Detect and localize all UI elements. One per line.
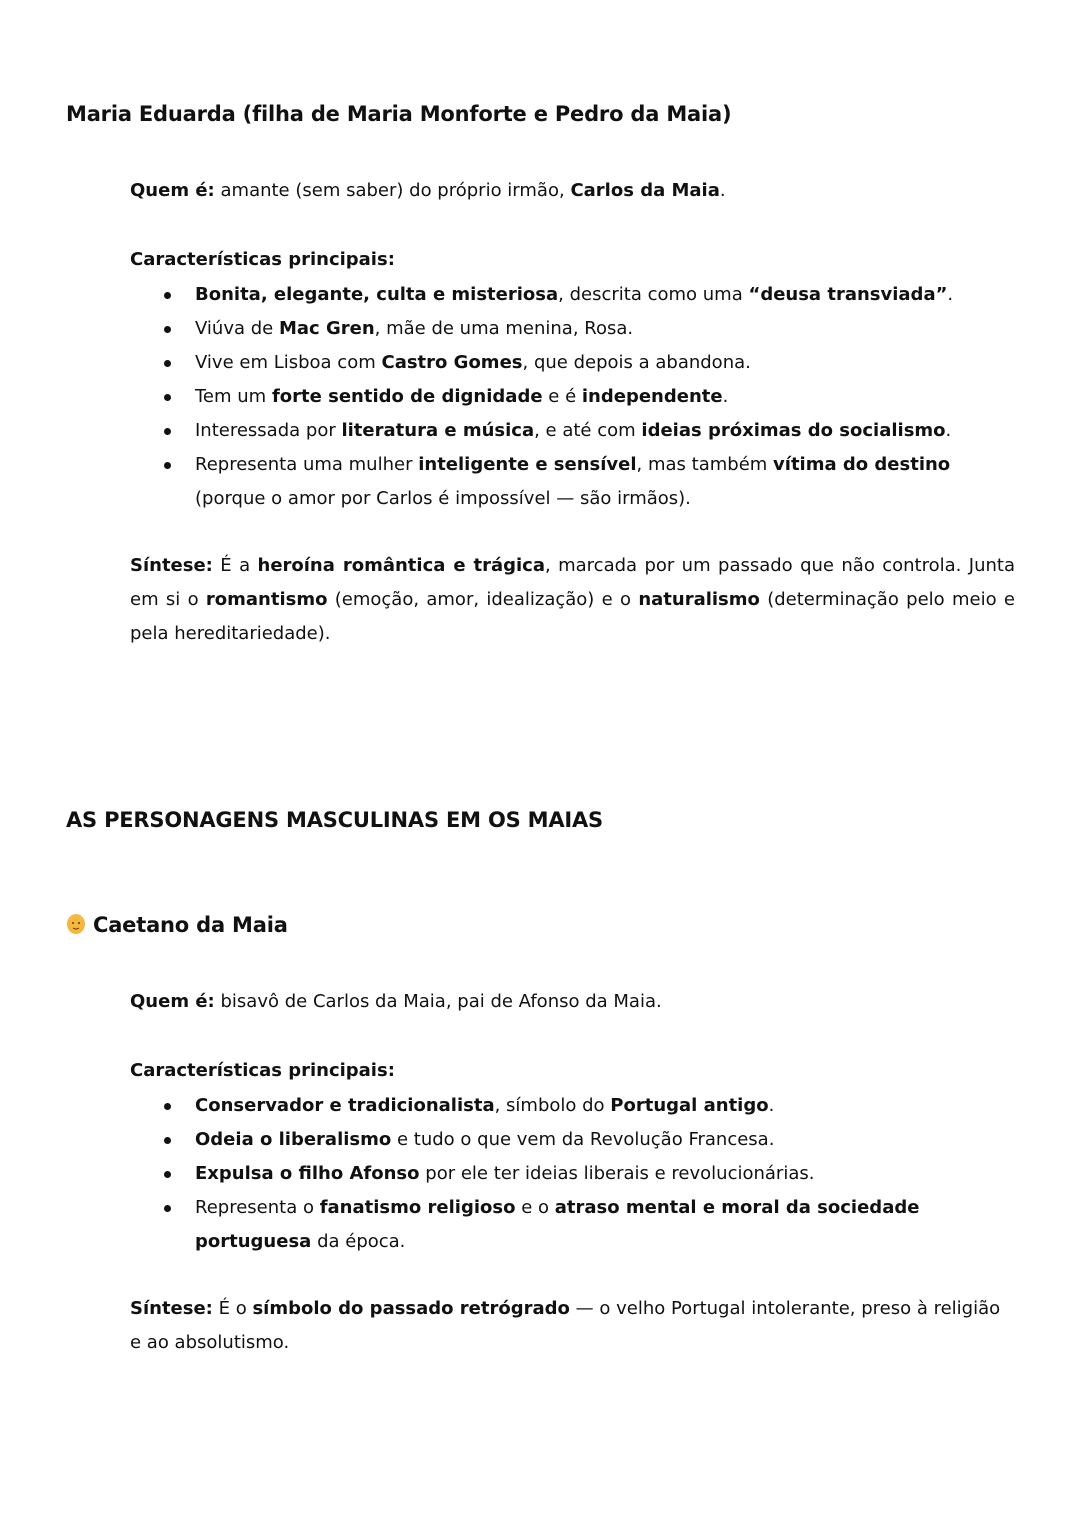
sintese-text: (emoção, amor, idealização) e o: [334, 589, 632, 610]
list-item: [130, 1089, 1015, 1123]
bullet-text: , mas também: [636, 454, 768, 475]
bullet-bold: fanatismo religioso: [319, 1197, 516, 1218]
bullet-text: da época.: [317, 1231, 406, 1252]
list-item: [130, 346, 1015, 380]
list-item: [130, 278, 1015, 312]
bullet-text: Representa o: [195, 1197, 314, 1218]
bullet-text: , descrita como uma: [558, 284, 743, 305]
sintese-bold: romantismo: [205, 589, 328, 610]
list-item: [130, 1157, 1015, 1191]
caetano-sintese: [130, 1292, 1015, 1360]
bullet-text: Interessada por: [195, 420, 336, 441]
bullet-bold: atraso mental e moral da sociedade portuguesa: [195, 1197, 920, 1252]
bullet-text: Tem um: [195, 386, 267, 407]
quem-end: .: [719, 180, 726, 201]
maria-eduarda-quem-e: [130, 174, 1015, 208]
bullet-text: .: [768, 1095, 775, 1116]
bullet-text: por ele ter ideias liberais e revolucionárias.: [425, 1163, 815, 1184]
bullet-bold: literatura e música: [341, 420, 535, 441]
quem-bold: Carlos da Maia: [570, 180, 720, 201]
sintese-label: Síntese:: [130, 1298, 213, 1319]
bullet-text: Viúva de: [195, 318, 274, 339]
bullet-text: , símbolo do: [494, 1095, 605, 1116]
bullet-text: e o: [521, 1197, 549, 1218]
bullet-text: .: [945, 420, 952, 441]
bullet-text: (porque o amor por Carlos é impossível — são irmãos).: [195, 488, 691, 509]
sintese-text: É a: [220, 555, 251, 576]
caetano-quem-e: [130, 985, 1015, 1019]
list-item: [130, 1123, 1015, 1157]
quem-text: amante (sem saber) do próprio irmão,: [220, 180, 565, 201]
maria-eduarda-caracteristicas-label: Características principais:: [130, 249, 395, 270]
quem-text: bisavô de Carlos da Maia, pai de Afonso da Maia.: [220, 991, 662, 1012]
sintese-bold: naturalismo: [638, 589, 760, 610]
bullet-bold: Bonita, elegante, culta e misteriosa: [195, 284, 559, 305]
old-man-emoji-icon: [66, 912, 86, 934]
quem-label: Quem é:: [130, 180, 215, 201]
list-item: [130, 1191, 1015, 1259]
bullet-bold: Conservador e tradicionalista: [195, 1095, 495, 1116]
caetano-title: Caetano da Maia: [93, 913, 288, 937]
bullet-text: e é: [548, 386, 577, 407]
list-item: [130, 380, 1015, 414]
bullet-bold: forte sentido de dignidade: [271, 386, 543, 407]
sintese-text: É o: [218, 1298, 247, 1319]
list-item: [130, 312, 1015, 346]
bullet-bold: Expulsa o filho Afonso: [195, 1163, 420, 1184]
caetano-da-maia-heading: [66, 910, 288, 940]
sintese-text: — o velho Portugal intolerante, preso à religião e ao absolutismo.: [130, 1298, 1001, 1353]
bullet-bold: independente: [581, 386, 723, 407]
sintese-bold: símbolo do passado retrógrado: [252, 1298, 570, 1319]
bullet-bold: Mac Gren: [278, 318, 375, 339]
maria-eduarda-heading: Maria Eduarda (filha de Maria Monforte e Pedro da Maia): [66, 102, 732, 126]
bullet-text: e tudo o que vem da Revolução Francesa.: [396, 1129, 775, 1150]
caetano-caracteristicas-label: Características principais:: [130, 1060, 395, 1081]
bullet-text: .: [947, 284, 954, 305]
sintese-text: (determinação pelo meio e pela hereditariedade).: [130, 589, 1015, 644]
bullet-bold: inteligente e sensível: [418, 454, 637, 475]
bullet-text: Vive em Lisboa com: [195, 352, 376, 373]
caetano-bullet-list: [130, 1089, 1015, 1259]
list-item: [130, 414, 1015, 448]
bullet-text: , que depois a abandona.: [522, 352, 751, 373]
list-item: [130, 448, 1015, 516]
bullet-bold: Castro Gomes: [381, 352, 523, 373]
bullet-text: Representa uma mulher: [195, 454, 413, 475]
maria-eduarda-sintese: [130, 549, 1015, 651]
bullet-bold: Odeia o liberalismo: [195, 1129, 392, 1150]
maria-eduarda-bullet-list: [130, 278, 1015, 516]
section-heading: AS PERSONAGENS MASCULINAS EM OS MAIAS: [66, 808, 603, 832]
bullet-bold: “deusa transviada”: [748, 284, 948, 305]
bullet-bold: vítima do destino: [773, 454, 951, 475]
bullet-text: , e até com: [534, 420, 636, 441]
sintese-label: Síntese:: [130, 555, 213, 576]
quem-label: Quem é:: [130, 991, 215, 1012]
sintese-bold: heroína romântica e trágica: [257, 555, 545, 576]
bullet-bold: Portugal antigo: [610, 1095, 769, 1116]
bullet-bold: ideias próximas do socialismo: [641, 420, 946, 441]
bullet-text: .: [722, 386, 729, 407]
bullet-text: , mãe de uma menina, Rosa.: [374, 318, 634, 339]
sintese-text: , marcada por um passado que não controla. Junta em si o: [130, 555, 1015, 610]
